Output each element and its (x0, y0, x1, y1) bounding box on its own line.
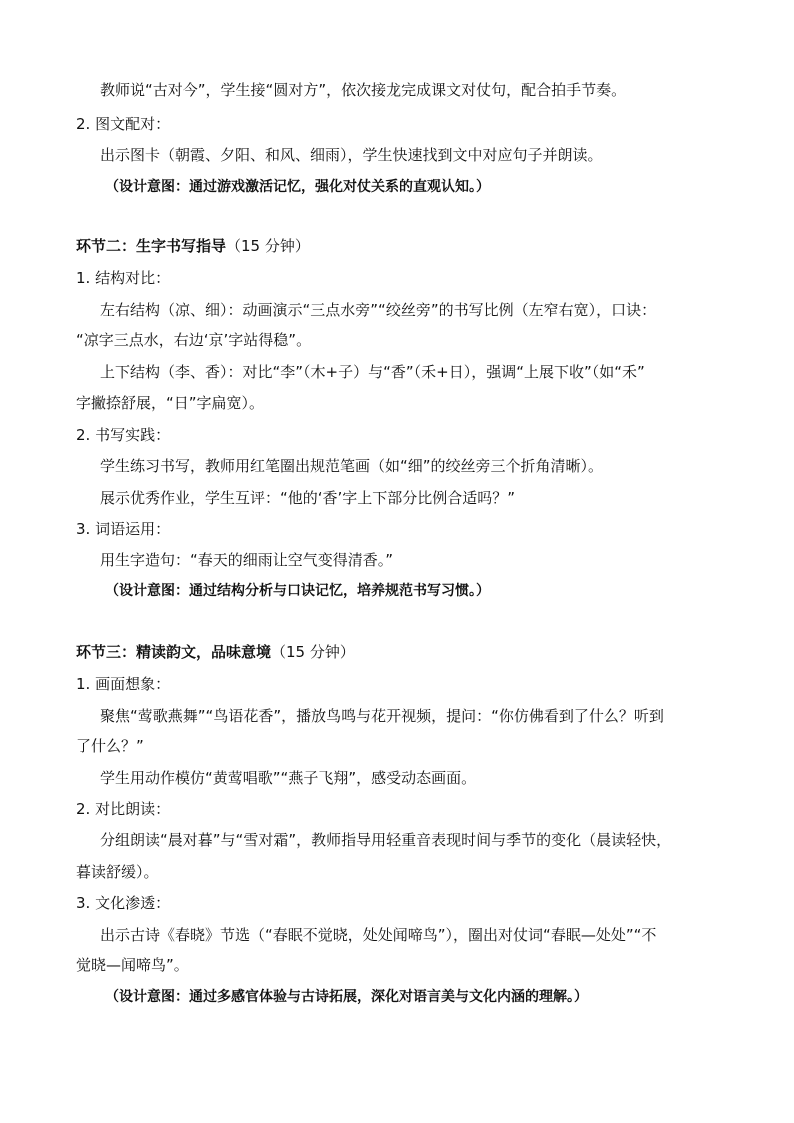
item-imagination-label: 1. 画面想象： (76, 675, 171, 693)
section-two-duration: （15 分钟） (226, 237, 310, 255)
section-three-duration: （15 分钟） (271, 643, 355, 661)
contrast-reading-line-2: 暮读舒缓）。 (76, 863, 159, 881)
picture-matching-text: 出示图卡（朝霞、夕阳、和风、细雨），学生快速找到文中对应句子并朗读。 (100, 146, 603, 164)
design-intent-section-two: （设计意图：通过结构分析与口诀记忆，培养规范书写习惯。） (105, 583, 490, 599)
writing-practice-line-2: 展示优秀作业，学生互评：“他的‘香’字上下部分比例合适吗？” (100, 489, 516, 507)
item-structure-compare-label: 1. 结构对比： (76, 269, 171, 287)
structure-compare-line-4: 字撇捺舒展，“日”字扁宽）。 (76, 394, 265, 412)
culture-line-2: 觉晓—闻啼鸟”。 (76, 956, 189, 974)
writing-practice-line-1: 学生练习书写，教师用红笔圈出规范笔画（如“细”的绞丝旁三个折角清晰）。 (100, 457, 604, 475)
item-picture-matching-label: 2. 图文配对： (76, 115, 171, 133)
word-usage-line-1: 用生字造句：“春天的细雨让空气变得清香。” (100, 551, 394, 569)
section-three-heading (76, 642, 355, 662)
item-contrast-reading-label: 2. 对比朗读： (76, 800, 171, 818)
item-writing-practice-label: 2. 书写实践： (76, 426, 171, 444)
imagination-line-2: 了什么？” (76, 737, 144, 755)
contrast-reading-line-1: 分组朗读“晨对暮”与“雪对霜”，教师指导用轻重音表现时间与季节的变化（晨读轻快， (100, 831, 672, 849)
structure-compare-line-2: “凉字三点水，右边‘京’字站得稳”。 (76, 331, 312, 349)
item-word-usage-label: 3. 词语运用： (76, 520, 171, 538)
game-intro-text: 教师说“古对今”，学生接“圆对方”，依次接龙完成课文对仗句，配合拍手节奏。 (100, 81, 627, 99)
structure-compare-line-3: 上下结构（李、香）：对比“李”（木+子）与“香”（禾+日），强调“上展下收”（如“禾” (100, 363, 645, 381)
section-two-title: 环节二：生字书写指导 (76, 237, 227, 255)
design-intent-section-one: （设计意图：通过游戏激活记忆，强化对仗关系的直观认知。） (105, 179, 490, 195)
imagination-line-1: 聚焦“莺歌燕舞”“鸟语花香”，播放鸟鸣与花开视频，提问：“你仿佛看到了什么？听到 (100, 707, 664, 725)
item-culture-label: 3. 文化渗透： (76, 894, 171, 912)
structure-compare-line-1: 左右结构（凉、细）：动画演示“三点水旁”“绞丝旁”的书写比例（左窄右宽），口诀： (100, 301, 657, 319)
section-three-title: 环节三：精读韵文，品味意境 (76, 643, 272, 661)
imagination-line-3: 学生用动作模仿“黄莺唱歌”“燕子飞翔”，感受动态画面。 (100, 769, 477, 787)
section-two-heading (76, 236, 310, 256)
culture-line-1: 出示古诗《春晓》节选（“春眠不觉晓，处处闻啼鸟”），圈出对仗词“春眠—处处”“不 (100, 926, 657, 944)
design-intent-section-three: （设计意图：通过多感官体验与古诗拓展，深化对语言美与文化内涵的理解。） (105, 989, 588, 1005)
